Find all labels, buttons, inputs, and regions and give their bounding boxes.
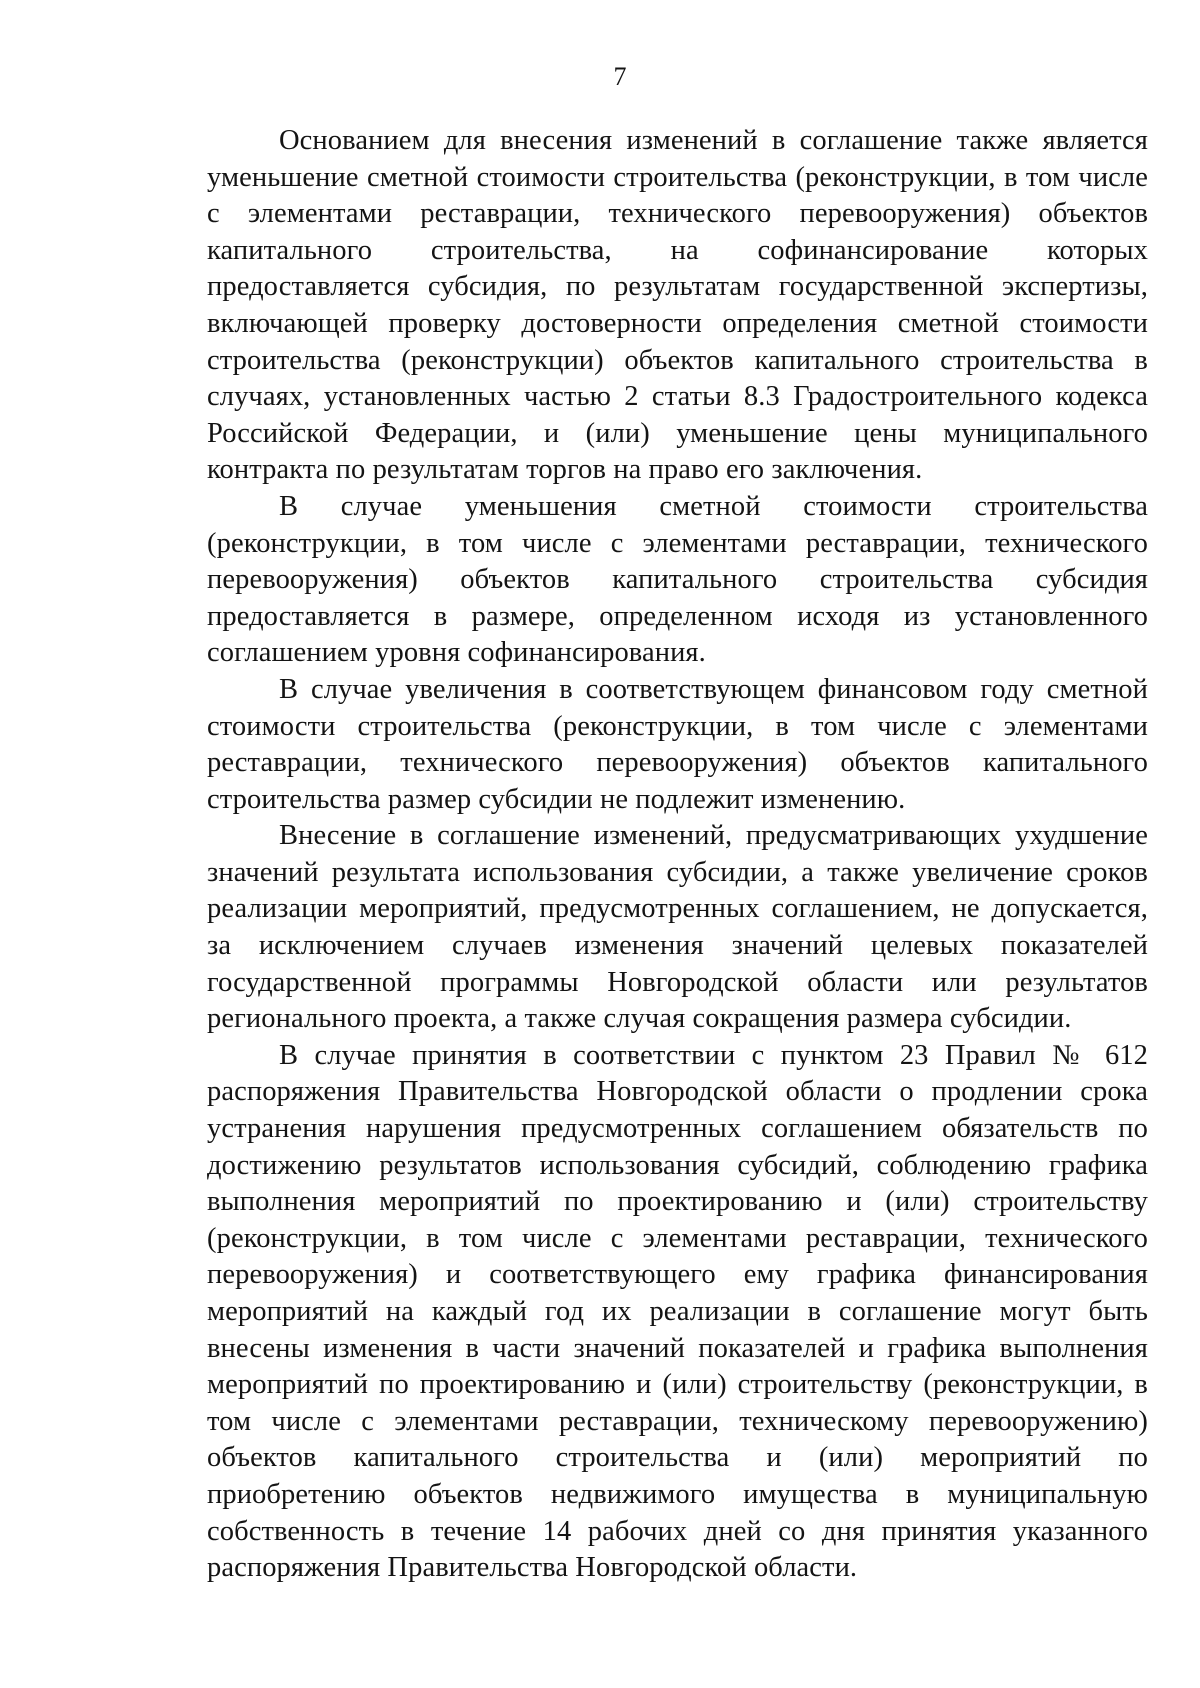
paragraph-2: В случае уменьшения сметной стоимости строительства (реконструкции, в том числе с элементами реставрации, технического перевооружения) объектов капитального строительства субсидия предоставляется в размере, определенном исходя из установленного соглашением уровня софинансирования. — [207, 490, 1148, 669]
paragraph-1: Основанием для внесения изменений в соглашение также является уменьшение сметной стоимости строительства (реконструкции, в том числе с элементами реставрации, технического перевооружения) объектов капитального строительства, на софинансирование которых предоставляется субсидия, по результатам государственной экспертизы, включающей проверку достоверности определения сметной стоимости строительства (реконструкции) объектов капитального строительства в случаях, установленных частью 2 статьи 8.3 Градостроительного кодекса Российской Федерации, и (или) уменьшение цены муниципального контракта по результатам торгов на право его заключения. — [207, 125, 1148, 486]
paragraph-4: Внесение в соглашение изменений, предусматривающих ухудшение значений результата использования субсидии, а также увеличение сроков реализации мероприятий, предусмотренных соглашением, не допускается, за исключением случаев изменения значений целевых показателей государственной программы Новгородской области или результатов регионального проекта, а также случая сокращения размера субсидии. — [207, 820, 1148, 1035]
paragraph-5: В случае принятия в соответствии с пунктом 23 Правил № 612 распоряжения Правительства Новгородской области о продлении срока устранения нарушения предусмотренных соглашением обязательств по достижению результатов использования субсидий, соблюдению графика выполнения мероприятий по проектированию и (или) строительству (реконструкции, в том числе с элементами реставрации, технического перевооружения) и соответствующего ему графика финансирования мероприятий на каждый год их реализации в соглашение могут быть внесены изменения в части значений показателей и графика выполнения мероприятий по проектированию и (или) строительству (реконструкции, в том числе с элементами реставрации, техническому перевооружению) объектов капитального строительства и (или) мероприятий по приобретению объектов недвижимого имущества в муниципальную собственность в течение 14 рабочих дней со дня принятия указанного распоряжения Правительства Новгородской области. — [207, 1039, 1148, 1584]
page-number: 7 — [613, 62, 627, 91]
paragraph-3: В случае увеличения в соответствующем финансовом году сметной стоимости строительства (реконструкции, в том числе с элементами реставрации, технического перевооружения) объектов капитального строительства размер субсидии не подлежит изменению. — [207, 673, 1148, 815]
document-body — [207, 123, 1148, 1587]
